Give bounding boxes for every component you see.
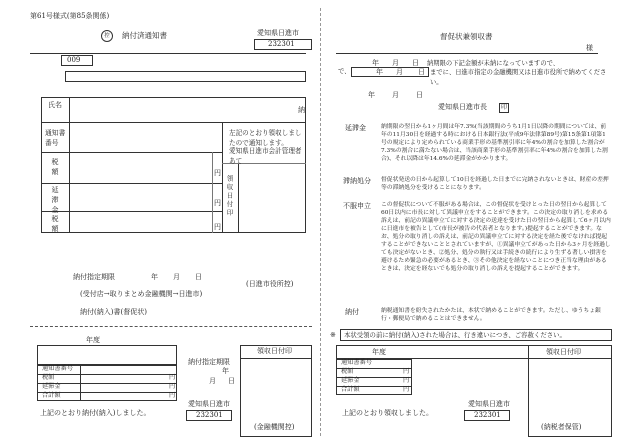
due-day: 日 xyxy=(195,273,202,281)
bl-row-3: 延滞金 xyxy=(42,383,61,390)
city-office-copy: (日進市役所控) xyxy=(246,280,294,288)
intro-month-1: 月 xyxy=(392,59,399,67)
due-month: 月 xyxy=(173,273,180,281)
bl-row-2: 税額 xyxy=(42,374,55,381)
br-yen-1: 円 xyxy=(403,368,410,375)
section-late-fee-text: 納期限の翌日から1ヶ月間は年7.3%(当該期間のうち1月1日以降の期間については、前年の11月30日を経過する時における日本銀行法(平成9年法律第89号)第15条第1項第1号の規定により定められている商業手形の基準割引率に年4%の割合を加算した割合が7.3%の割合に満たない場合は、当該商業手形の基準割引率に年4%の割合を加算した割合)、それ以降は年14.6%の延滞金がかかります。 xyxy=(381,124,608,162)
tax-label: 税額 xyxy=(51,158,59,178)
tax2-label: 税額 xyxy=(51,215,59,235)
section-appeal-label: 不服申立 xyxy=(343,202,371,210)
fold-line xyxy=(320,8,321,436)
br-taxpayer-copy: (納税者保管) xyxy=(541,423,582,431)
due-label: 納付指定期限 xyxy=(73,273,115,281)
bl-yen-2: 円 xyxy=(169,383,176,390)
br-row-3: 延滞金 xyxy=(341,377,360,384)
notice-text: 本状受領の前に納付(納入)された場合は、行き違いにつき、ご容赦ください。 xyxy=(344,331,566,339)
br-city: 愛知県日進市 xyxy=(468,400,510,408)
section-payment-label: 納付 xyxy=(345,308,359,316)
br-row-4: 合計額 xyxy=(341,386,360,393)
book-label: 納付(納入)書(督促状) xyxy=(80,308,147,316)
section-delinquency-text: 督促状発送の日から起算して10日を経過した日までに完納されないときは、財産の差押等の滞納処分を受けることになります。 xyxy=(381,177,609,191)
bl-row-1: 通知書番号 xyxy=(42,365,73,372)
bl-row-4: 合計額 xyxy=(42,392,61,399)
left-city: 愛知県日進市 xyxy=(257,29,299,37)
yen-3: 円 xyxy=(214,223,221,231)
bl-city: 愛知県日進市 xyxy=(188,400,230,408)
br-row-1: 通知書番号 xyxy=(341,359,372,366)
right-title: 督促状兼領収書 xyxy=(440,32,493,41)
yen-1: 円 xyxy=(214,169,221,177)
intro-year-1: 年 xyxy=(372,59,379,67)
bl-due-month: 月 xyxy=(209,377,216,385)
notice-number-label: 通知書番号 xyxy=(45,129,66,148)
intro-year-2: 年 xyxy=(376,68,383,76)
br-row-2: 税額 xyxy=(341,368,354,375)
left-title: 納付済通知書 xyxy=(122,31,167,40)
route-text: (受付店→取りまとめ金融機関→日進市) xyxy=(80,290,203,298)
bl-bank-copy: (金融機関控) xyxy=(254,423,295,431)
bl-due-year: 年 xyxy=(222,367,229,375)
bl-receipt-note: 上記のとおり納付(納入)しました。 xyxy=(40,409,151,417)
section-appeal-text: この督促状について不服がある場合は、この督促状を受けとった日の翌日から起算して60日以内に市長に対して異議申立をすることができます。この決定の取り消しを求める訴えは、前記の異議申立てに対する決定の送達を受けた日の翌日から起算して6ヶ月以内に日進市を被告として(市長が被告の代表者となります。)提起することができます。なお、処分の取り消しの訴えは、前記の異議申立てに対する決定を経た後でなければ提起することができないこととされていますが、①異議申立てがあった日から3ヶ月を経過しても決定がないとき、②処分、処分の執行又は手続きの続行により生ずる著しい損害を避けるため緊急の必要があるとき、③その他決定を経ないことにつき正当な理由があるときは、決定を経ないでも処分の取り消しの訴えを提起することができます。 xyxy=(381,202,611,272)
name-label: 氏名 xyxy=(48,101,62,109)
bl-yen-1: 円 xyxy=(169,374,176,381)
bottom-left-fiscal-year: 年度 xyxy=(86,336,100,344)
section-payment-text: 納税通知書を紛失されたかたは、本状で納めることができます。ただし、ゆうちょ銀行・郵便局で納めることはできません。 xyxy=(381,308,601,322)
br-fiscal-year: 年度 xyxy=(372,348,386,356)
mayor-seal-icon: 印 xyxy=(501,104,508,111)
br-receipt-stamp-label: 領収日付印 xyxy=(546,348,581,356)
mayor: 愛知県日進市長 xyxy=(438,103,487,111)
notice-mark: ※ xyxy=(330,331,336,339)
br-code: 232301 xyxy=(474,411,501,419)
right-date-month: 月 xyxy=(392,91,399,99)
yen-2: 円 xyxy=(214,199,221,207)
section-late-fee-label: 延滞金 xyxy=(345,124,366,132)
br-yen-2: 円 xyxy=(403,377,410,384)
form-number: 第61号様式(第85条関係) xyxy=(30,12,110,20)
right-date-day: 日 xyxy=(416,91,423,99)
address-field xyxy=(65,71,306,82)
stub-number: 009 xyxy=(67,56,81,64)
bottom-left-header-box xyxy=(37,345,177,365)
addressee-suffix: 様 xyxy=(586,44,593,52)
intro-rest: までに、日進市指定の金融機関又は日進市役所で納めてください。 xyxy=(430,69,607,86)
due-year: 年 xyxy=(151,273,158,281)
payment-label: 納 xyxy=(298,106,305,114)
bl-code: 232301 xyxy=(196,411,223,419)
late-fee-label: 延滞金 xyxy=(51,186,59,216)
intro-comma: で、 xyxy=(338,68,351,75)
bl-receipt-stamp-label: 領収日付印 xyxy=(257,347,292,355)
notice-text: 左記のとおり領収しましたので通知します。 xyxy=(229,129,302,147)
section-delinquency-label: 滞納処分 xyxy=(343,177,371,185)
intro-day-1: 日 xyxy=(412,59,419,67)
left-receipt-stamp-label: 領収日付印 xyxy=(225,175,234,218)
intro-day-2: 日 xyxy=(418,68,425,76)
treasurer: 愛知県日進市会計管理者あて xyxy=(229,147,302,165)
intro-month-2: 月 xyxy=(396,68,403,76)
bl-yen-3: 円 xyxy=(169,392,176,399)
br-yen-3: 円 xyxy=(403,386,410,393)
bl-due-day: 日 xyxy=(228,377,235,385)
bl-due-label: 納付指定期限 xyxy=(188,358,230,366)
left-code: 232301 xyxy=(268,40,295,48)
right-date-year: 年 xyxy=(368,91,375,99)
intro-prefix: 納期限の下記金額が未納になっていますので、 xyxy=(427,60,560,67)
br-receipt-note: 上記のとおり領収しました。 xyxy=(342,409,433,417)
copy-seal-icon: 控 xyxy=(101,30,113,42)
